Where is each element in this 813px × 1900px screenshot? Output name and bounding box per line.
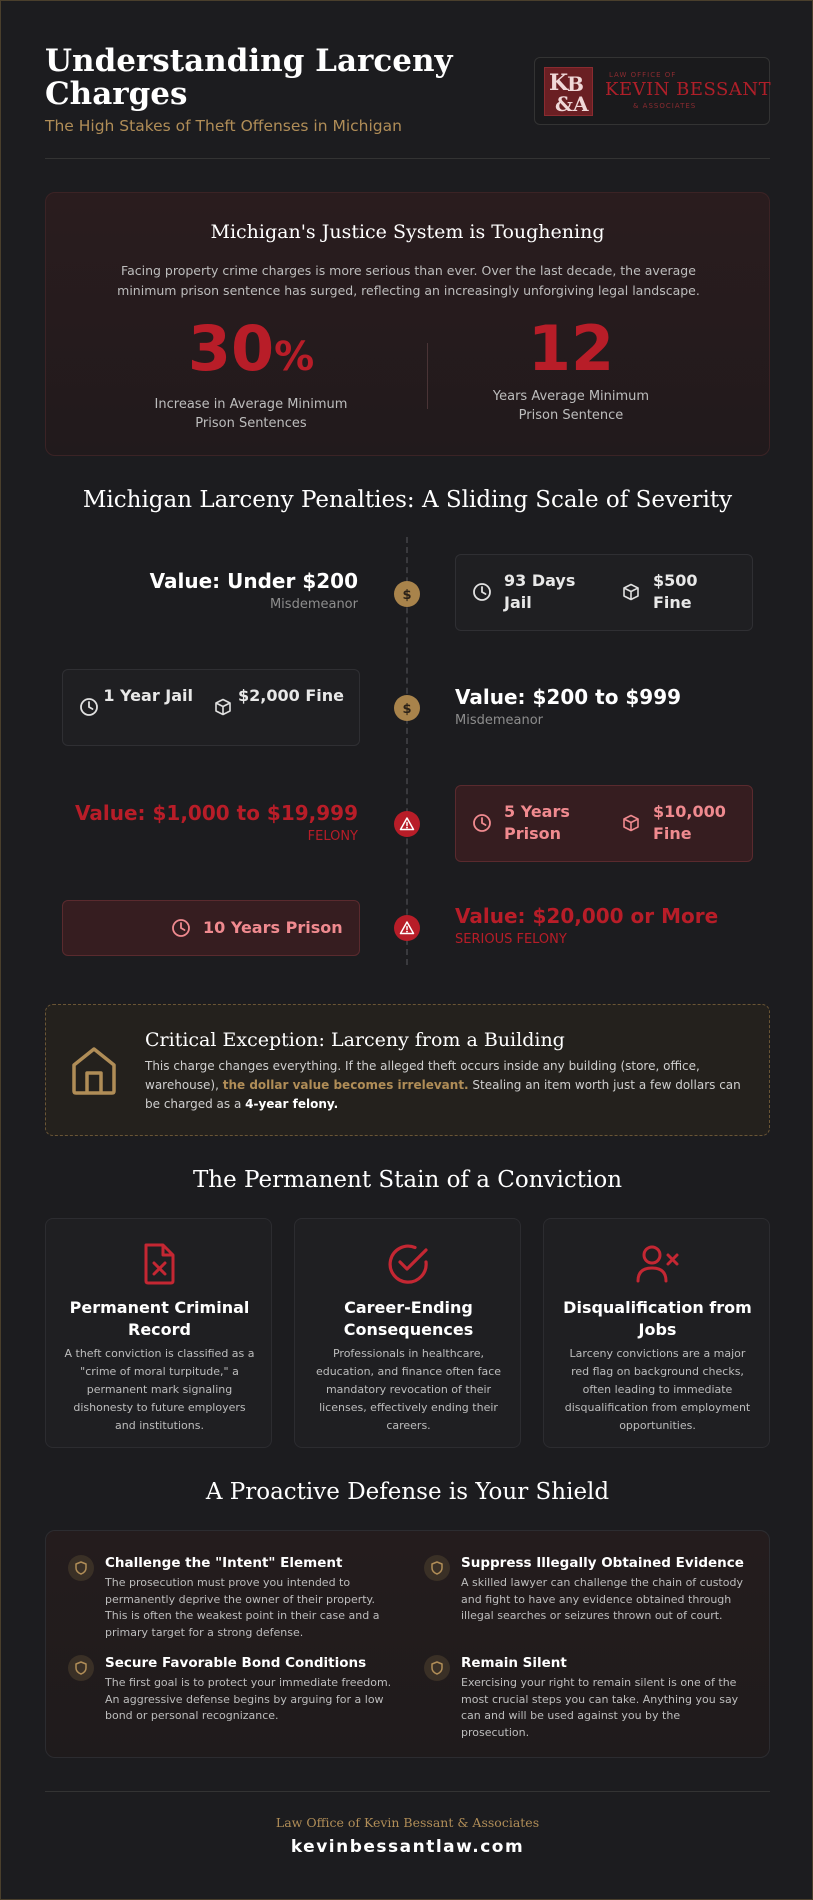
defense-item-description: The prosecution must prove you intended to permanently deprive the owner of their property. This is often the weakest point in their case and a primary target for a strong defense. <box>105 1576 380 1639</box>
conviction-title: The Permanent Stain of a Conviction <box>192 1167 623 1193</box>
warning-icon <box>394 915 420 941</box>
tier-value: Value: $200 to $999 <box>455 685 682 709</box>
penalties-title: Michigan Larceny Penalties: A Sliding Scale of Severity <box>82 487 733 513</box>
shield-icon <box>424 1655 450 1681</box>
exception-emphasis: 4-year felony. <box>245 1097 339 1111</box>
header <box>45 45 770 160</box>
logo-text-bottom: & ASSOCIATES <box>633 102 697 110</box>
box-icon <box>213 697 233 717</box>
jail-penalty: 93 Days Jail <box>472 570 602 614</box>
stat-label: Increase in Average Minimum Prison Sentences <box>154 397 348 431</box>
consequence-description: Larceny convictions are a major red flag on background checks, often leading to immediate disqualification from employment opportunities. <box>564 1347 751 1432</box>
dollar-icon <box>394 695 420 721</box>
defense-item-title: Suppress Illegally Obtained Evidence <box>461 1555 744 1571</box>
tier-class: SERIOUS FELONY <box>455 932 567 947</box>
svg-text:$: $ <box>402 588 412 602</box>
box-icon <box>621 813 641 833</box>
page-title: Understanding Larceny Charges <box>45 43 453 112</box>
clock-icon <box>171 918 191 938</box>
defense-item-description: A skilled lawyer can challenge the chain of custody and fight to have any evidence obtained through illegal searches or seizures thrown out of court. <box>461 1576 743 1622</box>
penalty-box <box>62 900 360 956</box>
consequence-title: Permanent Criminal Record <box>69 1298 250 1339</box>
consequence-card <box>294 1218 521 1448</box>
tier-class: Misdemeanor <box>455 713 544 728</box>
footer-firm-name: Law Office of Kevin Bessant & Associates <box>275 1815 540 1830</box>
clock-icon <box>79 697 99 717</box>
defense-item-description: The first goal is to protect your immediate freedom. An aggressive defense begins by arguing for a low bond or personal recognizance. <box>105 1676 392 1722</box>
penalty-box <box>455 554 753 631</box>
exception-highlight: the dollar value becomes irrelevant. <box>222 1078 469 1092</box>
jail-penalty: 1 Year Jail <box>79 685 193 707</box>
logo-text-main: KEVIN BESSANT <box>605 79 772 100</box>
user-x-icon <box>634 1241 680 1287</box>
tier-class: Misdemeanor <box>269 597 358 612</box>
fine-penalty: $500 Fine <box>621 570 741 614</box>
exception-body: This charge changes everything. If the alleged theft occurs inside any building (store, office, warehouse), the dollar value becomes irrelevant. Stealing an item worth just a few dollars can be charged as a 4-year felony. <box>145 1059 741 1111</box>
page-subtitle: The High Stakes of Theft Offenses in Michigan <box>45 117 402 135</box>
stat-average-sentence <box>426 312 716 425</box>
tier-value: Value: Under $200 <box>149 569 358 593</box>
prison-penalty: 5 Years Prison <box>472 801 602 845</box>
logo-mark-icon: K B &A <box>544 67 593 116</box>
box-icon <box>621 582 641 602</box>
dollar-icon <box>394 581 420 607</box>
fine-penalty: $2,000 Fine <box>213 685 344 707</box>
consequence-card <box>45 1218 272 1448</box>
stat-value: 30 <box>187 312 275 385</box>
consequence-title: Career-Ending Consequences <box>343 1298 474 1339</box>
stat-sentence-increase <box>106 312 396 433</box>
house-icon <box>70 1045 118 1097</box>
defense-item-title: Remain Silent <box>461 1655 567 1671</box>
defense-card <box>45 1530 770 1758</box>
tier-value: Value: $20,000 or More <box>455 904 719 928</box>
footer-website-link[interactable]: kevinbessantlaw.com <box>290 1837 525 1857</box>
justice-stats-card <box>45 192 770 456</box>
justice-title: Michigan's Justice System is Toughening <box>210 221 605 243</box>
exception-callout <box>45 1004 770 1136</box>
stat-label: Years Average Minimum Prison Sentence <box>492 389 650 423</box>
clock-icon <box>472 813 492 833</box>
clock-icon <box>472 582 492 602</box>
defense-item-description: Exercising your right to remain silent is one of the most crucial steps you can take. Anything you say can and will be used against you by the prosecution. <box>461 1676 739 1739</box>
prison-penalty: 10 Years Prison <box>171 917 343 939</box>
stat-value: 12 <box>527 312 615 385</box>
justice-description: Facing property crime charges is more serious than ever. Over the last decade, the average minimum prison sentence has surged, reflecting an increasingly unforgiving legal landscape. <box>117 263 700 298</box>
defense-item-title: Secure Favorable Bond Conditions <box>105 1655 367 1671</box>
penalty-box <box>455 785 753 862</box>
tier-value: Value: $1,000 to $19,999 <box>75 801 358 825</box>
circle-check-icon <box>385 1241 431 1287</box>
defense-title: A Proactive Defense is Your Shield <box>205 1479 610 1505</box>
shield-icon <box>68 1555 94 1581</box>
penalty-box <box>62 669 360 746</box>
fine-penalty: $10,000 Fine <box>621 801 746 845</box>
shield-icon <box>424 1555 450 1581</box>
consequence-card <box>543 1218 770 1448</box>
header-divider <box>45 158 770 159</box>
consequence-description: Professionals in healthcare, education, and finance often face mandatory revocation of their licenses, effectively ending their careers. <box>315 1347 502 1432</box>
firm-logo <box>534 57 770 125</box>
exception-title: Critical Exception: Larceny from a Building <box>145 1029 565 1051</box>
tier-class: FELONY <box>307 829 358 844</box>
document-x-icon <box>136 1241 182 1287</box>
logo-text-top: LAW OFFICE OF <box>609 71 677 79</box>
shield-icon <box>68 1655 94 1681</box>
defense-item-title: Challenge the "Intent" Element <box>105 1555 343 1571</box>
consequence-description: A theft conviction is classified as a "crime of moral turpitude," a permanent mark signaling dishonesty to future employers and institutions. <box>64 1347 255 1432</box>
consequence-title: Disqualification from Jobs <box>563 1298 752 1339</box>
svg-text:$: $ <box>402 702 412 716</box>
stat-unit: % <box>274 334 315 380</box>
warning-icon <box>394 811 420 837</box>
footer-divider <box>45 1791 770 1792</box>
